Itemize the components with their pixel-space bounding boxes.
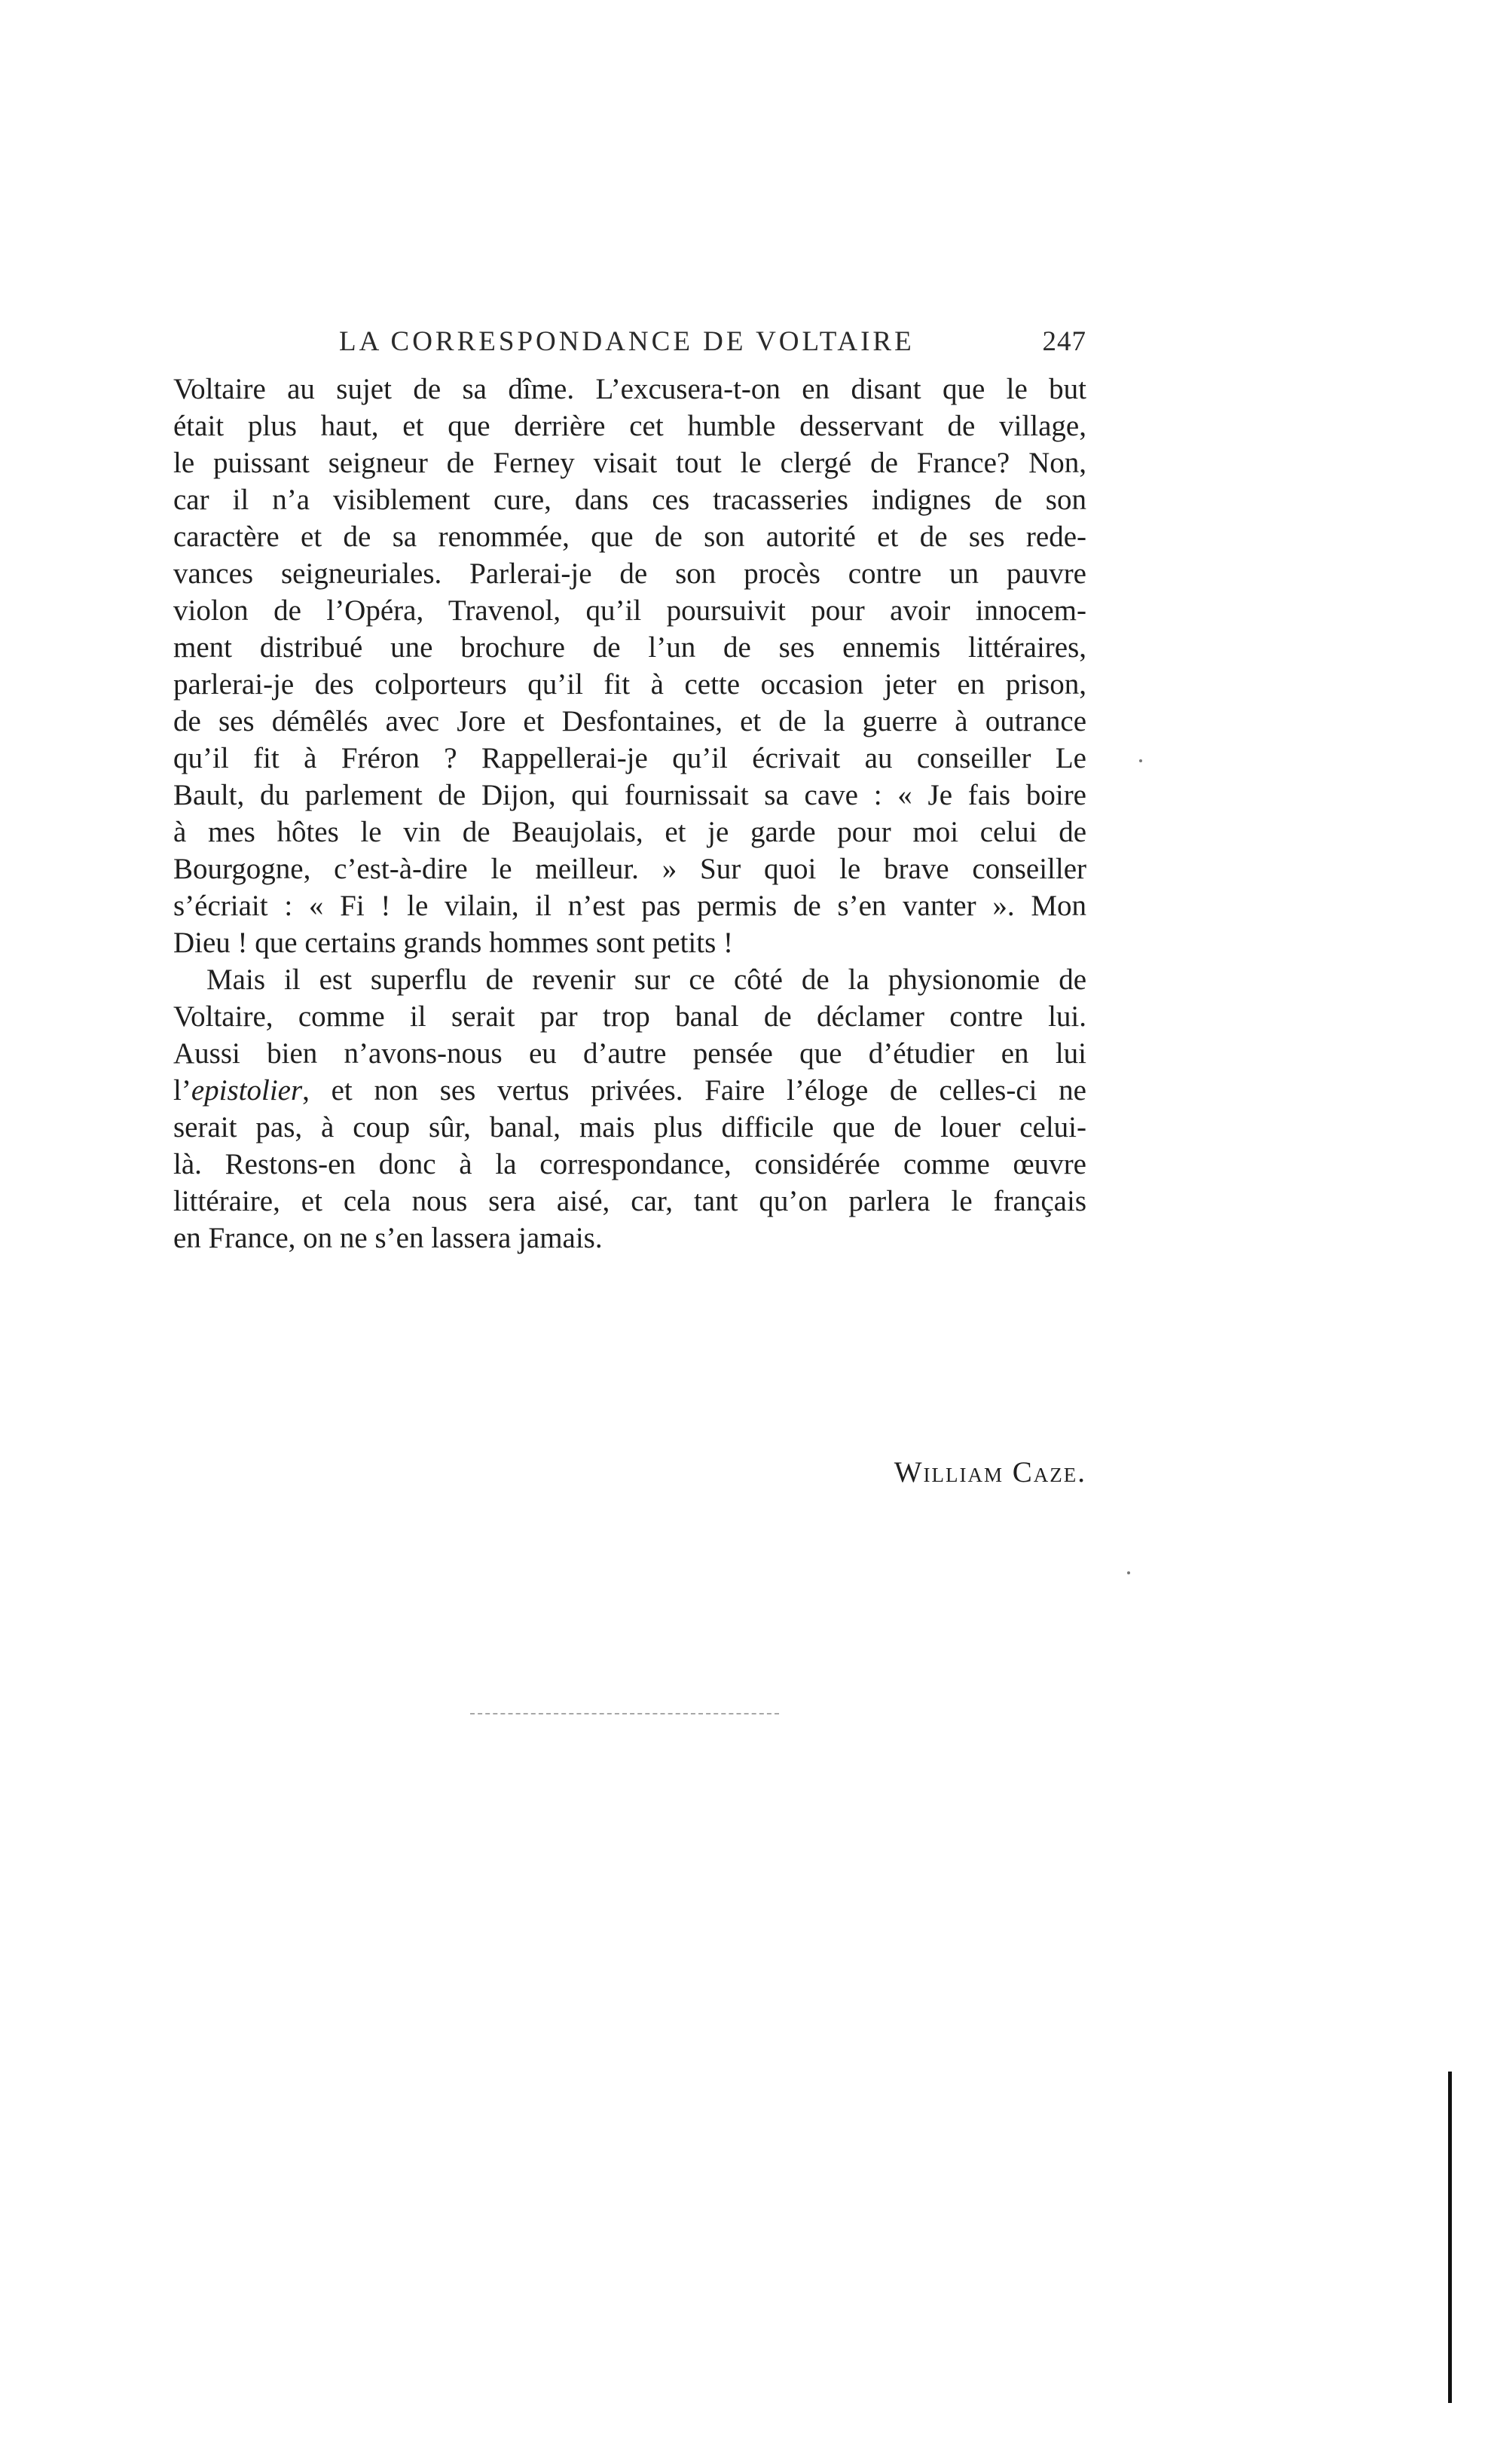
text-line: violon de l’Opéra, Travenol, qu’il poursuivit pour avoir innocem- <box>173 594 1086 627</box>
text-line: Voltaire, comme il serait par trop banal de déclamer contre lui. <box>173 1000 1086 1033</box>
text-line: Dieu ! que certains grands hommes sont petits ! <box>173 927 733 959</box>
text-line: qu’il fit à Fréron ? Rappellerai-je qu’il écrivait au conseiller Le <box>173 742 1086 774</box>
text-line: ment distribué une brochure de l’un de ses ennemis littéraires, <box>173 631 1086 664</box>
scan-margin-mark <box>1448 2072 1452 2403</box>
text-line: Mais il est superflu de revenir sur ce côté de la physionomie de <box>206 963 1086 996</box>
text-line: à mes hôtes le vin de Beaujolais, et je garde pour moi celui de <box>173 816 1086 848</box>
text-line: littéraire, et cela nous sera aisé, car, tant qu’on parlera le français <box>173 1185 1086 1217</box>
text-line: le puissant seigneur de Ferney visait tout le clergé de France? Non, <box>173 447 1086 479</box>
text-fragment: l’ <box>173 1074 191 1107</box>
text-line: en France, on ne s’en lassera jamais. <box>173 1222 603 1254</box>
section-rule <box>470 1713 779 1714</box>
text-line: Bourgogne, c’est-à-dire le meilleur. » Sur quoi le brave conseiller <box>173 853 1086 885</box>
text-line: Bault, du parlement de Dijon, qui fournissait sa cave : « Je fais boire <box>173 779 1086 811</box>
text-fragment: , et non ses vertus privées. Faire l’éloge de celles-ci ne <box>302 1074 1086 1107</box>
text-line: était plus haut, et que derrière cet humble desservant de village, <box>173 410 1086 442</box>
text-line: s’écriait : « Fi ! le vilain, il n’est pas permis de s’en vanter ». Mon <box>173 890 1086 922</box>
text-line: vances seigneuriales. Parlerai-je de son procès contre un pauvre <box>173 557 1086 590</box>
page-number: 247 <box>1042 326 1086 357</box>
running-head-title: LA CORRESPONDANCE DE VOLTAIRE <box>339 326 915 357</box>
text-line: car il n’a visiblement cure, dans ces tracasseries indignes de son <box>173 484 1086 516</box>
text-line: de ses démêlés avec Jore et Desfontaines, et de la guerre à outrance <box>173 705 1086 737</box>
text-line-with-italic <box>173 1072 1086 1109</box>
running-head <box>339 325 1086 363</box>
text-line: là. Restons-en donc à la correspondance, considérée comme œuvre <box>173 1148 1086 1180</box>
text-line: serait pas, à coup sûr, banal, mais plus difficile que de louer celui- <box>173 1111 1086 1143</box>
text-line: Voltaire au sujet de sa dîme. L’excusera-t-on en disant que le but <box>173 373 1086 405</box>
text-line: Aussi bien n’avons-nous eu d’autre pensée que d’étudier en lui <box>173 1037 1086 1070</box>
scan-speck <box>1139 759 1142 762</box>
scan-speck <box>1127 1571 1130 1574</box>
text-line: parlerai-je des colporteurs qu’il fit à cette occasion jeter en prison, <box>173 668 1086 701</box>
italic-word: epistolier <box>191 1074 303 1107</box>
author-signature: William Caze. <box>894 1456 1086 1488</box>
body-text <box>173 371 1086 1256</box>
text-line: caractère et de sa renommée, que de son autorité et de ses rede- <box>173 521 1086 553</box>
